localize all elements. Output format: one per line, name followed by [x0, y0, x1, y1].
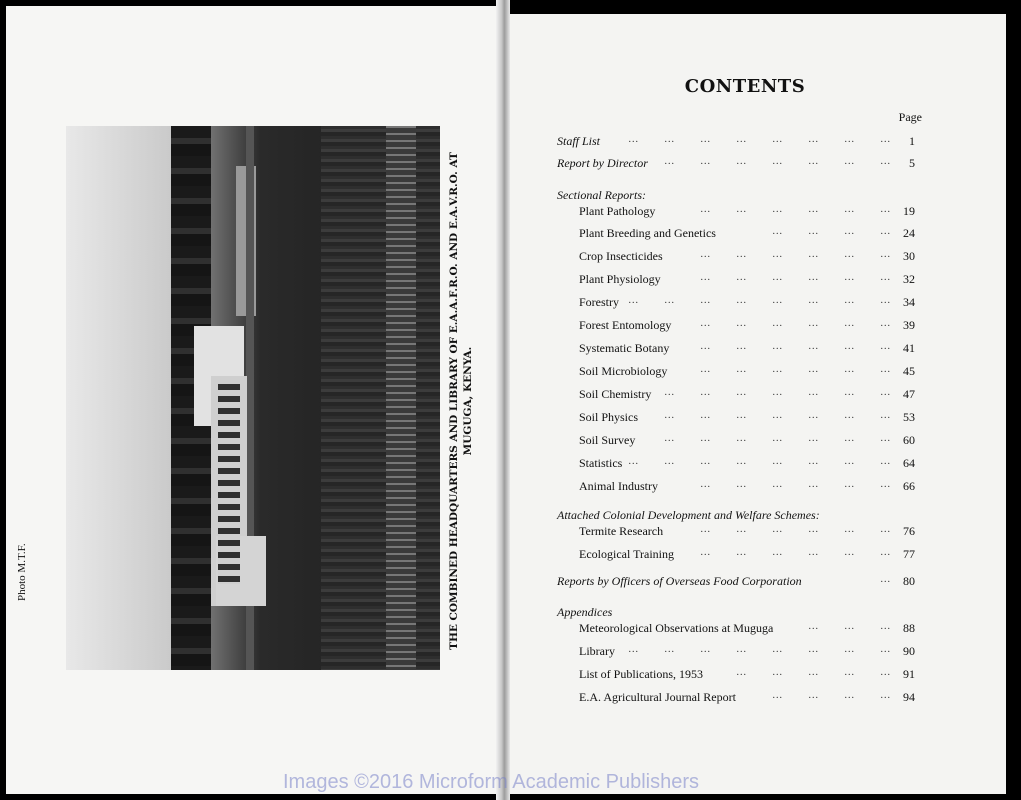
toc-entry-page: 76 [903, 524, 915, 538]
leader-dots: ... ... ... ... ... ... [700, 341, 891, 352]
toc-entry [557, 226, 915, 242]
photo-caption [447, 131, 475, 671]
toc-entry-page: 19 [903, 204, 915, 218]
toc-entry-page: 32 [903, 272, 915, 286]
photo-field [321, 126, 440, 670]
photo-credit: Photo M.T.F. [16, 543, 28, 601]
toc-entry-label: Plant Breeding and Genetics [579, 226, 716, 240]
toc-entry-page: 41 [903, 341, 915, 355]
toc-entry [557, 204, 915, 220]
toc-entry [557, 272, 915, 288]
toc-entry-page: 24 [903, 226, 915, 240]
right-page [510, 14, 1006, 794]
photo-sky [66, 126, 178, 670]
toc-entry [557, 387, 915, 403]
toc-entry-label: Forestry [579, 295, 619, 309]
toc-entry-page: 5 [909, 156, 915, 170]
toc-entry [557, 479, 915, 495]
toc-entry-label: Crop Insecticides [579, 249, 663, 263]
toc-entry-label: Systematic Botany [579, 341, 670, 355]
toc-entry-label: Library [579, 644, 615, 658]
toc-entry-label: Forest Entomology [579, 318, 672, 332]
leader-dots: ... [880, 574, 891, 585]
toc-entry-label: Reports by Officers of Overseas Food Corporation [557, 574, 802, 588]
leader-dots: ... ... ... ... ... ... [700, 249, 891, 260]
toc-entry-label: Meteorological Observations at Muguga [579, 621, 774, 635]
toc-entry-label: Animal Industry [579, 479, 658, 493]
toc-entry [557, 524, 915, 540]
photo-caption-line1: THE COMBINED HEADQUARTERS AND LIBRARY OF E.A.A.F.R.O. AND E.A.V.R.O. AT [448, 152, 460, 650]
toc-entry-page: 66 [903, 479, 915, 493]
leader-dots: ... ... ... ... ... ... ... [664, 156, 891, 167]
photo-field-edge [386, 126, 416, 670]
toc-entry-page: 47 [903, 387, 915, 401]
toc-entry [557, 621, 915, 637]
toc-entry [557, 574, 915, 590]
leader-dots: ... ... ... ... ... ... ... ... [628, 134, 891, 145]
toc-entry [557, 249, 915, 265]
leader-dots: ... ... ... [808, 621, 891, 632]
leader-dots: ... ... ... ... ... ... ... [664, 387, 891, 398]
headquarters-photo [66, 126, 440, 670]
toc-entry-label: List of Publications, 1953 [579, 667, 703, 681]
toc-entry [557, 156, 915, 172]
toc-entry-page: 1 [909, 134, 915, 148]
toc-entry-page: 91 [903, 667, 915, 681]
toc-entry-page: 39 [903, 318, 915, 332]
publisher-watermark: Images ©2016 Microform Academic Publishers [283, 771, 700, 793]
page-column-header: Page [898, 110, 922, 124]
toc-entry-page: 64 [903, 456, 915, 470]
toc-entry-label: Staff List [557, 134, 601, 148]
toc-entry-label: Soil Microbiology [579, 364, 668, 378]
toc-entry [557, 644, 915, 660]
toc-entry-label: Ecological Training [579, 547, 674, 561]
section-heading: Attached Colonial Development and Welfare Schemes: [557, 508, 820, 522]
toc-entry [557, 318, 915, 334]
leader-dots: ... ... ... ... ... ... [700, 479, 891, 490]
toc-entry-label: Soil Physics [579, 410, 639, 424]
toc-entry-page: 34 [903, 295, 915, 309]
leader-dots: ... ... ... ... ... ... ... [664, 433, 891, 444]
toc-entry-label: Statistics [579, 456, 623, 470]
toc-entry-label: Plant Pathology [579, 204, 656, 218]
toc-entry-page: 30 [903, 249, 915, 263]
toc-entry-page: 90 [903, 644, 915, 658]
toc-entry-page: 60 [903, 433, 915, 447]
leader-dots: ... ... ... ... ... ... [700, 204, 891, 215]
leader-dots: ... ... ... ... ... ... [700, 318, 891, 329]
toc-entry [557, 667, 915, 683]
toc-entry-label: Report by Director [557, 156, 648, 170]
toc-entry-label: Soil Chemistry [579, 387, 652, 401]
toc-entry-label: E.A. Agricultural Journal Report [579, 690, 736, 704]
photo-caption-line2: MUGUGA, KENYA. [462, 346, 474, 456]
toc-entry-page: 88 [903, 621, 915, 635]
toc-entry [557, 433, 915, 449]
toc-entry [557, 456, 915, 472]
toc-entry [557, 547, 915, 563]
leader-dots: ... ... ... ... ... [736, 667, 891, 678]
toc-entry-label: Soil Survey [579, 433, 636, 447]
leader-dots: ... ... ... ... ... ... [700, 272, 891, 283]
book-gutter [496, 0, 510, 800]
leader-dots: ... ... ... ... ... ... ... ... [628, 456, 891, 467]
leader-dots: ... ... ... ... ... ... [700, 364, 891, 375]
toc-entry-label: Plant Physiology [579, 272, 661, 286]
leader-dots: ... ... ... ... ... ... [700, 547, 891, 558]
leader-dots: ... ... ... ... ... ... [700, 524, 891, 535]
toc-entry [557, 364, 915, 380]
toc-entry-page: 80 [903, 574, 915, 588]
leader-dots: ... ... ... ... ... ... ... ... [628, 295, 891, 306]
toc-entry [557, 295, 915, 311]
toc-entry [557, 410, 915, 426]
left-page [6, 6, 498, 794]
toc-entry [557, 690, 915, 706]
toc-entry [557, 341, 915, 357]
leader-dots: ... ... ... ... ... ... ... ... [628, 644, 891, 655]
leader-dots: ... ... ... ... [772, 690, 891, 701]
contents-title: CONTENTS [684, 76, 806, 97]
photo-windows [218, 384, 240, 584]
toc-entry-page: 53 [903, 410, 915, 424]
leader-dots: ... ... ... ... ... ... ... [664, 410, 891, 421]
toc-entry [557, 134, 915, 150]
toc-entry-page: 77 [903, 547, 915, 561]
toc-entry-page: 94 [903, 690, 915, 704]
section-heading: Sectional Reports: [557, 188, 646, 202]
toc-entry-page: 45 [903, 364, 915, 378]
leader-dots: ... ... ... ... [772, 226, 891, 237]
section-heading: Appendices [557, 605, 613, 619]
toc-entry-label: Termite Research [579, 524, 664, 538]
